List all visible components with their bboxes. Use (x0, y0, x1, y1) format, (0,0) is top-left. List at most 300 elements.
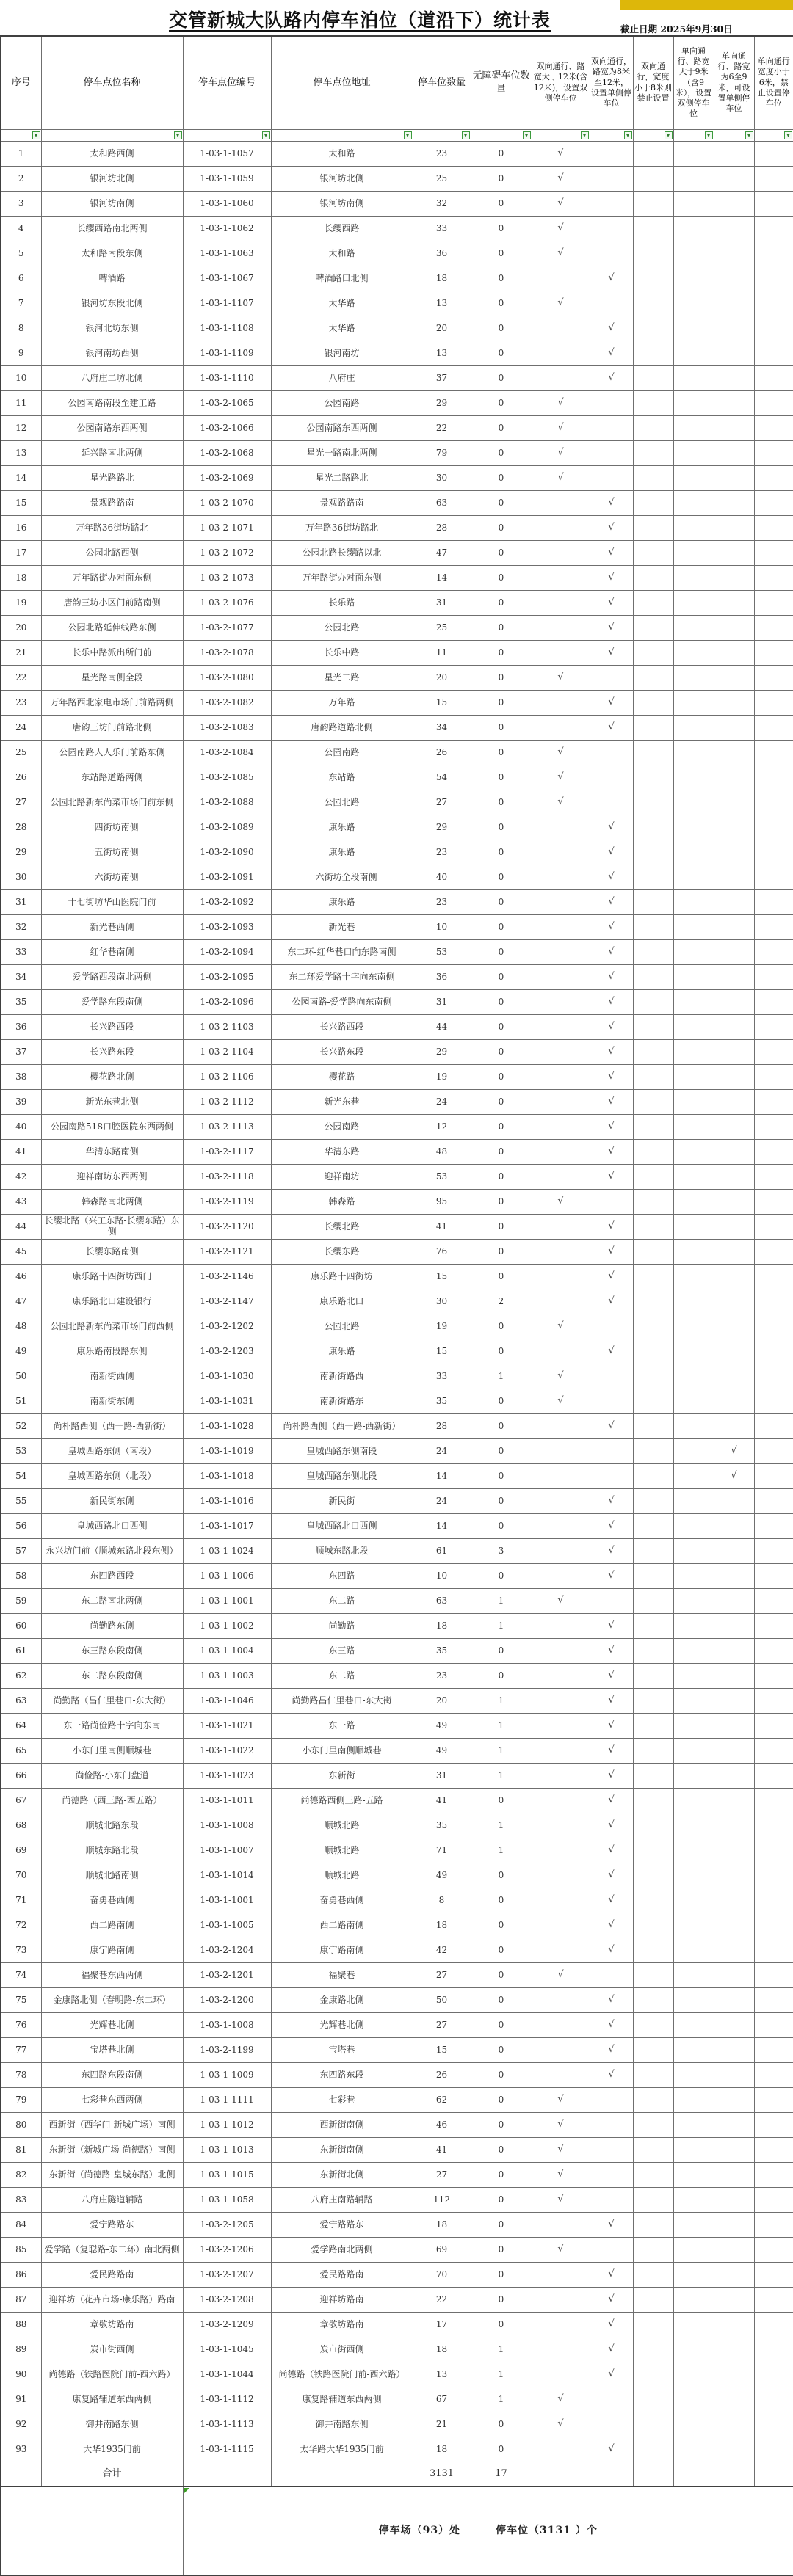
site-addr: 新光巷 (271, 914, 413, 939)
road-condition-empty (532, 1763, 590, 1788)
site-code: 1-03-2-1080 (183, 665, 271, 690)
site-name: 八府庄隧道辅路 (41, 2187, 183, 2212)
site-code: 1-03-2-1203 (183, 1339, 271, 1364)
table-row (1, 2062, 793, 2087)
site-name: 康宁路南侧 (41, 1938, 183, 1962)
site-addr: 尚勤路昌仁里巷口-东大街 (271, 1688, 413, 1713)
road-condition-empty (590, 291, 633, 316)
site-code: 1-03-1-1008 (183, 2012, 271, 2037)
road-condition-empty (754, 1089, 793, 1114)
filter-dropdown-icon[interactable]: ▾ (32, 131, 40, 139)
site-code: 1-03-1-1001 (183, 1888, 271, 1913)
row-no: 79 (1, 2087, 41, 2112)
site-code: 1-03-2-1066 (183, 415, 271, 440)
space-count: 25 (413, 615, 471, 640)
row-no: 19 (1, 590, 41, 615)
row-no: 78 (1, 2062, 41, 2087)
filter-dropdown-icon[interactable]: ▾ (624, 131, 632, 139)
accessible-count: 0 (471, 2212, 532, 2237)
road-condition-empty (754, 341, 793, 365)
col-header-two-way-gt12: 双向通行、路宽大于12米(含12米)，设置双侧停车位 (532, 36, 590, 129)
road-condition-empty (673, 690, 714, 715)
site-name: 御井南路东侧 (41, 2412, 183, 2437)
road-condition-empty (673, 490, 714, 515)
road-condition-check: √ (714, 1438, 754, 1463)
site-code: 1-03-1-1111 (183, 2087, 271, 2112)
road-condition-empty (714, 365, 754, 390)
site-code: 1-03-2-1118 (183, 1164, 271, 1189)
road-condition-empty (754, 840, 793, 865)
row-no: 83 (1, 2187, 41, 2212)
site-addr: 万年路街办对面东侧 (271, 565, 413, 590)
table-row (1, 1663, 793, 1688)
road-condition-empty (754, 715, 793, 740)
road-condition-empty (754, 1339, 793, 1364)
accessible-count: 0 (471, 989, 532, 1014)
site-addr: 小东门里南侧顺城巷 (271, 1738, 413, 1763)
road-condition-empty (532, 1663, 590, 1688)
road-condition-empty (714, 1413, 754, 1438)
site-addr: 东新街 (271, 1763, 413, 1788)
site-addr: 公园北路 (271, 615, 413, 640)
road-condition-check: √ (532, 1588, 590, 1613)
table-row (1, 840, 793, 865)
row-no: 57 (1, 1538, 41, 1563)
road-condition-empty (633, 590, 673, 615)
space-count: 8 (413, 1888, 471, 1913)
road-condition-empty (673, 1239, 714, 1264)
road-condition-empty (590, 1364, 633, 1389)
road-condition-empty (714, 1089, 754, 1114)
space-count: 11 (413, 640, 471, 665)
row-no: 3 (1, 191, 41, 216)
road-condition-empty (590, 166, 633, 191)
space-count: 18 (413, 2337, 471, 2362)
accessible-count: 0 (471, 141, 532, 166)
road-condition-empty (633, 1962, 673, 1987)
site-name: 顺城北路南侧 (41, 1863, 183, 1888)
road-condition-empty (714, 1289, 754, 1314)
table-row (1, 914, 793, 939)
road-condition-empty (590, 2187, 633, 2212)
road-condition-empty (714, 316, 754, 341)
road-condition-empty (673, 1413, 714, 1438)
table-row (1, 939, 793, 964)
road-condition-empty (673, 2187, 714, 2212)
row-no: 38 (1, 1064, 41, 1089)
site-name: 太和路南段东侧 (41, 241, 183, 266)
table-row (1, 1713, 793, 1738)
road-condition-empty (754, 565, 793, 590)
space-count: 10 (413, 914, 471, 939)
road-condition-empty (633, 1638, 673, 1663)
space-count: 62 (413, 2087, 471, 2112)
accessible-count: 3 (471, 1538, 532, 1563)
row-no: 22 (1, 665, 41, 690)
site-name: 南新街西侧 (41, 1364, 183, 1389)
site-addr: 八府庄 (271, 365, 413, 390)
site-addr: 康乐路 (271, 889, 413, 914)
road-condition-empty (590, 2087, 633, 2112)
row-no: 39 (1, 1089, 41, 1114)
road-condition-empty (673, 914, 714, 939)
table-row (1, 2312, 793, 2337)
site-name: 章敬坊路南 (41, 2312, 183, 2337)
site-code: 1-03-1-1112 (183, 2387, 271, 2412)
accessible-count: 1 (471, 1613, 532, 1638)
col-header-one-way-lt6: 单向通行宽度小于6米，禁止设置停车位 (754, 36, 793, 129)
table-row (1, 1938, 793, 1962)
row-no: 8 (1, 316, 41, 341)
road-condition-empty (633, 191, 673, 216)
filter-dropdown-icon[interactable]: ▾ (705, 131, 713, 139)
space-count: 35 (413, 1389, 471, 1413)
road-condition-empty (673, 1364, 714, 1389)
road-condition-empty (714, 989, 754, 1014)
road-condition-empty (714, 216, 754, 241)
site-name: 东四路东段南侧 (41, 2062, 183, 2087)
road-condition-check: √ (532, 1314, 590, 1339)
road-condition-empty (714, 1938, 754, 1962)
accessible-count: 0 (471, 765, 532, 790)
row-no: 32 (1, 914, 41, 939)
accessible-count: 0 (471, 1863, 532, 1888)
space-count: 24 (413, 1488, 471, 1513)
road-condition-empty (714, 1863, 754, 1888)
space-count: 30 (413, 1289, 471, 1314)
road-condition-check: √ (590, 341, 633, 365)
road-condition-empty (673, 989, 714, 1014)
table-row (1, 665, 793, 690)
road-condition-empty (633, 1763, 673, 1788)
accessible-count: 0 (471, 1014, 532, 1039)
filter-dropdown-icon[interactable]: ▾ (745, 131, 753, 139)
road-condition-empty (673, 2162, 714, 2187)
site-addr: 章敬坊路南 (271, 2312, 413, 2337)
site-addr: 康宁路南侧 (271, 1938, 413, 1962)
accessible-count: 0 (471, 2087, 532, 2112)
site-code: 1-03-1-1004 (183, 1638, 271, 1663)
site-addr: 银河南坊 (271, 341, 413, 365)
site-addr: 康乐路 (271, 1339, 413, 1364)
site-name: 长兴路东段 (41, 1039, 183, 1064)
road-condition-check: √ (590, 2062, 633, 2087)
road-condition-empty (714, 2087, 754, 2112)
site-addr: 景观路路南 (271, 490, 413, 515)
row-no: 82 (1, 2162, 41, 2187)
table-row (1, 2037, 793, 2062)
road-condition-empty (714, 1987, 754, 2012)
road-condition-empty (673, 1913, 714, 1938)
road-condition-empty (714, 615, 754, 640)
accessible-count: 0 (471, 1463, 532, 1488)
accessible-count: 0 (471, 889, 532, 914)
site-code: 1-03-1-1014 (183, 1863, 271, 1888)
road-condition-empty (633, 1888, 673, 1913)
road-condition-check: √ (590, 1763, 633, 1788)
site-addr: 太和路 (271, 141, 413, 166)
road-condition-empty (714, 1613, 754, 1638)
footer-row (1, 2486, 793, 2575)
road-condition-empty (673, 2062, 714, 2087)
road-condition-empty (590, 2162, 633, 2187)
road-condition-empty (754, 1064, 793, 1089)
road-condition-empty (754, 1413, 793, 1438)
accessible-count: 0 (471, 1314, 532, 1339)
filter-dropdown-icon[interactable]: ▾ (262, 131, 270, 139)
road-condition-empty (532, 565, 590, 590)
site-code: 1-03-1-1011 (183, 1788, 271, 1813)
filter-cell (590, 129, 633, 141)
road-condition-check: √ (532, 790, 590, 815)
row-no: 40 (1, 1114, 41, 1139)
road-condition-empty (714, 2062, 754, 2087)
road-condition-empty (754, 1139, 793, 1164)
road-condition-empty (673, 1838, 714, 1863)
site-addr: 南新街路西 (271, 1364, 413, 1389)
row-no: 41 (1, 1139, 41, 1164)
road-condition-empty (633, 316, 673, 341)
site-code: 1-03-1-1016 (183, 1488, 271, 1513)
site-name: 延兴路南北两侧 (41, 440, 183, 465)
site-code: 1-03-2-1076 (183, 590, 271, 615)
road-condition-empty (714, 1763, 754, 1788)
space-count: 10 (413, 1563, 471, 1588)
site-code: 1-03-1-1012 (183, 2112, 271, 2137)
road-condition-check: √ (532, 390, 590, 415)
road-condition-check: √ (590, 1339, 633, 1364)
footer-left-cell (1, 2486, 183, 2575)
road-condition-empty (633, 1264, 673, 1289)
road-condition-check: √ (590, 2362, 633, 2387)
row-no: 12 (1, 415, 41, 440)
accessible-count: 0 (471, 790, 532, 815)
site-addr: 东二路 (271, 1588, 413, 1613)
table-row (1, 1364, 793, 1389)
road-condition-empty (633, 2362, 673, 2387)
site-addr: 长缨西路 (271, 216, 413, 241)
road-condition-empty (633, 565, 673, 590)
accessible-count: 0 (471, 740, 532, 765)
road-condition-empty (714, 640, 754, 665)
space-count: 112 (413, 2187, 471, 2212)
table-row (1, 2162, 793, 2187)
site-code: 1-03-1-1060 (183, 191, 271, 216)
road-condition-empty (590, 765, 633, 790)
road-condition-empty (673, 1014, 714, 1039)
road-condition-empty (754, 989, 793, 1014)
road-condition-empty (714, 1688, 754, 1713)
filter-dropdown-icon[interactable]: ▾ (523, 131, 531, 139)
site-addr: 银河坊南侧 (271, 191, 413, 216)
table-row (1, 2237, 793, 2262)
road-condition-empty (633, 2387, 673, 2412)
accessible-count: 1 (471, 1813, 532, 1838)
site-addr: 公园北路 (271, 790, 413, 815)
road-condition-empty (673, 266, 714, 291)
accessible-count: 0 (471, 2112, 532, 2137)
site-name: 南新街东侧 (41, 1389, 183, 1413)
road-condition-check: √ (590, 1513, 633, 1538)
road-condition-check: √ (714, 1463, 754, 1488)
road-condition-empty (633, 2312, 673, 2337)
site-name: 新光东巷北侧 (41, 1089, 183, 1114)
site-code: 1-03-2-1202 (183, 1314, 271, 1339)
road-condition-empty (633, 2237, 673, 2262)
site-code: 1-03-1-1019 (183, 1438, 271, 1463)
site-code: 1-03-2-1113 (183, 1114, 271, 1139)
space-count: 54 (413, 765, 471, 790)
road-condition-empty (754, 2137, 793, 2162)
road-condition-empty (673, 740, 714, 765)
road-condition-empty (754, 2162, 793, 2187)
road-condition-check: √ (590, 1813, 633, 1838)
site-name: 尚德路（铁路医院门前-西六路） (41, 2362, 183, 2387)
table-row (1, 740, 793, 765)
table-row (1, 341, 793, 365)
road-condition-empty (532, 615, 590, 640)
table-row (1, 241, 793, 266)
road-condition-empty (754, 640, 793, 665)
road-condition-empty (754, 1039, 793, 1064)
row-no: 9 (1, 341, 41, 365)
space-count: 19 (413, 1314, 471, 1339)
site-code: 1-03-2-1090 (183, 840, 271, 865)
road-condition-empty (633, 1913, 673, 1938)
filter-dropdown-icon[interactable]: ▾ (404, 131, 412, 139)
road-condition-check: √ (532, 241, 590, 266)
road-condition-empty (673, 166, 714, 191)
road-condition-empty (532, 889, 590, 914)
filter-dropdown-icon[interactable]: ▾ (174, 131, 182, 139)
table-row (1, 1164, 793, 1189)
road-condition-empty (714, 1264, 754, 1289)
filter-dropdown-icon[interactable]: ▾ (462, 131, 470, 139)
road-condition-check: √ (532, 440, 590, 465)
road-condition-empty (532, 1264, 590, 1289)
site-name: 公园北路新东尚菜市场门前西侧 (41, 1314, 183, 1339)
site-name: 尚朴路西侧（西一路-西新街） (41, 1413, 183, 1438)
site-addr: 迎祥南坊 (271, 1164, 413, 1189)
road-condition-empty (714, 2437, 754, 2462)
site-addr: 炭市街西侧 (271, 2337, 413, 2362)
space-count: 27 (413, 2012, 471, 2037)
road-condition-empty (532, 1039, 590, 1064)
road-condition-empty (633, 1364, 673, 1389)
space-count: 53 (413, 939, 471, 964)
road-condition-empty (673, 1663, 714, 1688)
road-condition-empty (590, 241, 633, 266)
filter-dropdown-icon[interactable]: ▾ (784, 131, 792, 139)
road-condition-check: √ (532, 1189, 590, 1214)
table-row (1, 1389, 793, 1413)
col-header-one-way-gt9: 单向通行、路宽大于9米（含9米），设置双侧停车位 (673, 36, 714, 129)
road-condition-empty (714, 390, 754, 415)
road-condition-empty (754, 1538, 793, 1563)
table-row (1, 1214, 793, 1239)
table-row (1, 1838, 793, 1863)
site-code: 1-03-2-1083 (183, 715, 271, 740)
road-condition-empty (673, 765, 714, 790)
road-condition-empty (754, 1913, 793, 1938)
road-condition-empty (532, 316, 590, 341)
site-code: 1-03-2-1199 (183, 2037, 271, 2062)
road-condition-empty (633, 2287, 673, 2312)
road-condition-empty (532, 1214, 590, 1239)
site-code: 1-03-1-1013 (183, 2137, 271, 2162)
road-condition-empty (673, 1763, 714, 1788)
road-condition-empty (590, 1588, 633, 1613)
site-name: 红华巷南侧 (41, 939, 183, 964)
site-addr: 康乐路 (271, 815, 413, 840)
road-condition-empty (754, 266, 793, 291)
site-code: 1-03-1-1108 (183, 316, 271, 341)
road-condition-empty (532, 1438, 590, 1463)
road-condition-empty (754, 2262, 793, 2287)
site-name: 皇城西路东侧（北段） (41, 1463, 183, 1488)
table-row (1, 1688, 793, 1713)
site-name: 新民街东侧 (41, 1488, 183, 1513)
site-addr: 唐韵路道路北侧 (271, 715, 413, 740)
filter-dropdown-icon[interactable]: ▾ (665, 131, 673, 139)
row-no: 54 (1, 1463, 41, 1488)
site-code: 1-03-2-1069 (183, 465, 271, 490)
site-name: 西二路南侧 (41, 1913, 183, 1938)
road-condition-empty (754, 2412, 793, 2437)
site-addr: 迎祥坊路南 (271, 2287, 413, 2312)
road-condition-empty (673, 1613, 714, 1638)
site-addr: 太华路大华1935门前 (271, 2437, 413, 2462)
row-no: 23 (1, 690, 41, 715)
table-row (1, 2362, 793, 2387)
row-no: 21 (1, 640, 41, 665)
site-addr: 长兴路西段 (271, 1014, 413, 1039)
space-count: 24 (413, 1089, 471, 1114)
space-count: 15 (413, 1339, 471, 1364)
space-count: 15 (413, 2037, 471, 2062)
filter-dropdown-icon[interactable]: ▾ (581, 131, 589, 139)
filter-cell (633, 129, 673, 141)
road-condition-empty (714, 341, 754, 365)
road-condition-check: √ (590, 1738, 633, 1763)
site-addr: 宝塔巷 (271, 2037, 413, 2062)
site-name: 星光路路北 (41, 465, 183, 490)
road-condition-check: √ (532, 465, 590, 490)
accessible-count: 0 (471, 216, 532, 241)
road-condition-check: √ (590, 815, 633, 840)
site-code: 1-03-2-1209 (183, 2312, 271, 2337)
accessible-count: 0 (471, 815, 532, 840)
space-count: 35 (413, 1638, 471, 1663)
road-condition-empty (590, 665, 633, 690)
road-condition-empty (633, 1738, 673, 1763)
table-row (1, 865, 793, 889)
road-condition-empty (673, 1139, 714, 1164)
row-no: 34 (1, 964, 41, 989)
road-condition-empty (754, 914, 793, 939)
table-row (1, 1813, 793, 1838)
space-count: 13 (413, 291, 471, 316)
road-condition-empty (532, 2362, 590, 2387)
table-row (1, 1039, 793, 1064)
road-condition-check: √ (590, 615, 633, 640)
road-condition-empty (714, 1588, 754, 1613)
road-condition-empty (590, 2112, 633, 2137)
road-condition-empty (633, 665, 673, 690)
site-code: 1-03-2-1065 (183, 390, 271, 415)
row-no: 29 (1, 840, 41, 865)
road-condition-empty (633, 1938, 673, 1962)
